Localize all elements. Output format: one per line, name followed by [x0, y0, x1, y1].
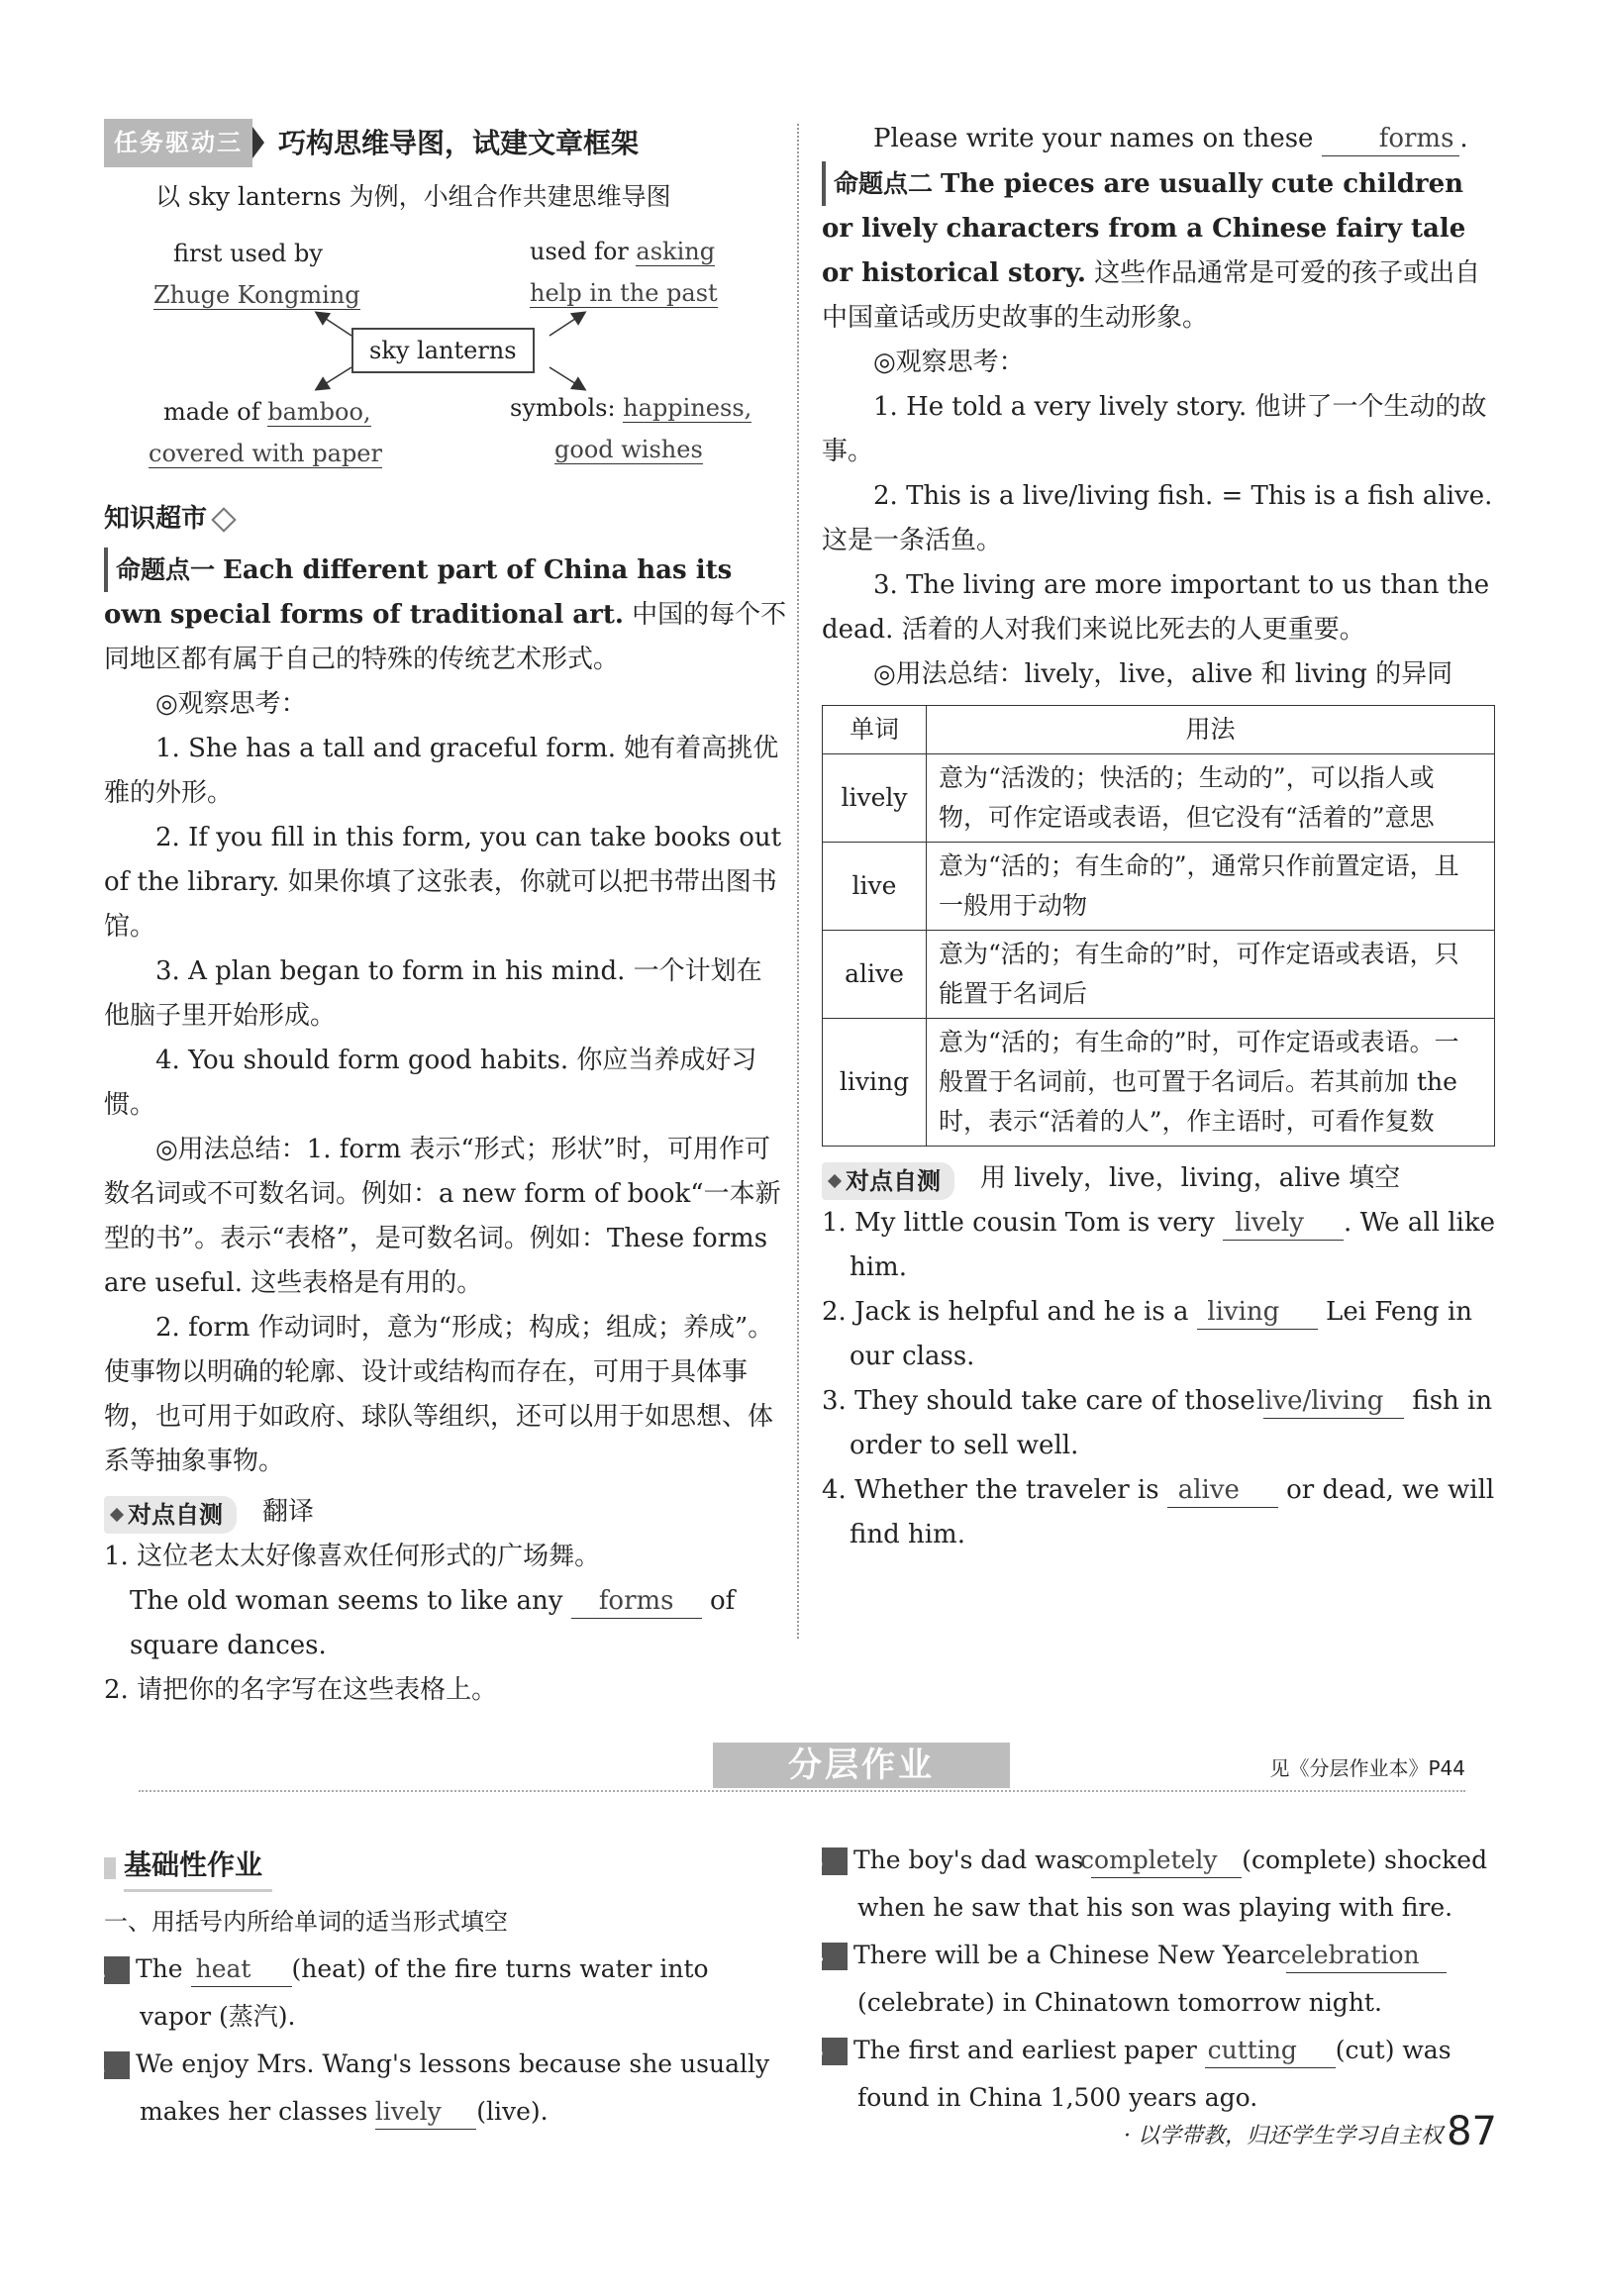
example-2: 2. This is a live/living fish. = This is a fish alive. 这是一条活鱼。 — [822, 481, 1493, 555]
usage-summary-1: ◎用法总结：1. form 表示“形式；形状”时，可用作可数名词或不可数名词。例如：a new form of book“一本新型的书”。表示“表格”，是可数名词。例如：These forms are useful. 这些表格是有用的。 — [104, 1135, 781, 1298]
usage-title: ◎用法总结：lively，live，alive 和 living 的异同 — [873, 659, 1453, 689]
example-1: 1. She has a tall and graceful form. 她有着高挑优雅的外形。 — [104, 734, 779, 808]
homework-item-2: 2 We enjoy Mrs. Wang's lessons because she usually makes her classes lively (live). — [104, 2041, 787, 2136]
answer-blank: lively — [375, 2095, 476, 2130]
mm-center-node: sky lanterns — [351, 328, 535, 373]
mm-made-of-value: covered with paper — [149, 440, 382, 467]
divider — [139, 1790, 1465, 1792]
banner-title: 分层作业 — [713, 1743, 1010, 1788]
fill-question-1: 1. My little cousin Tom is very lively . We all like him. — [822, 1208, 1495, 1282]
point1-label: 命题点一 — [104, 548, 215, 592]
column-divider — [797, 124, 799, 1639]
mm-first-used-label: first used by — [173, 240, 323, 267]
homework-item-3: 3 The boy's dad was completely (complete) shocked when he saw that his son was playing with fire. — [810, 1846, 1488, 1922]
point2-sentence: 命题点二 The pieces are usually cute children or lively characters from a Chinese fairy tale or historical story. 这些作品通常是可爱的孩子或出自中国童话或历史故事的生动形象。 — [822, 161, 1495, 341]
question-1-en: The old woman seems to like any forms of square dances. — [130, 1586, 736, 1660]
table-row: live 意为“活的；有生命的”，通常只作前置定语，且一般用于动物 — [823, 843, 1495, 931]
homework-left — [92, 1842, 787, 2136]
answer-blank: celebration — [1286, 1939, 1447, 1973]
point1-sentence: 命题点一 Each different part of China has its own special forms of traditional art. 中国的每个不同地区都有属于自己的特殊的传统艺术形式。 — [104, 548, 787, 682]
table-row: alive 意为“活的；有生命的”时，可作定语或表语，只能置于名词后 — [823, 931, 1495, 1019]
task-title: 巧构思维导图，试建文章框架 — [278, 126, 640, 159]
diamond-icon — [211, 507, 236, 532]
fill-question-4: 4. Whether the traveler is alive or dead, we will find him. — [822, 1475, 1495, 1549]
arrow-icon — [252, 127, 264, 158]
table-row: lively 意为“活泼的；快活的；生动的”，可以指人或物，可作定语或表语，但它没有“活着的”意思 — [823, 754, 1495, 843]
answer-blank: live/living — [1263, 1384, 1404, 1419]
check-badge: 对点自测 — [822, 1162, 954, 1200]
banner-reference: 见《分层作业本》P44 — [1269, 1756, 1465, 1780]
fill-question-3: 3. They should take care of those live/living fish in order to sell well. — [822, 1386, 1493, 1460]
homework-right — [810, 1837, 1495, 2122]
homework-title: 基础性作业 — [124, 1842, 272, 1892]
mm-used-for-value: help in the past — [530, 279, 718, 307]
mm-symbols: symbols: happiness, — [510, 394, 752, 422]
example-3: 3. The living are more important to us than the dead. 活着的人对我们来说比死去的人更重要。 — [822, 570, 1490, 645]
answer-blank: heat — [191, 1952, 292, 1987]
table-head-usage: 用法 — [927, 706, 1495, 754]
homework-item-4: 4 There will be a Chinese New Year celebration(celebrate) in Chinatown tomorrow night. — [822, 1932, 1495, 2027]
answer-blank: forms — [571, 1584, 702, 1619]
task-badge: 任务驱动三 — [104, 119, 252, 167]
homework-banner — [139, 1743, 1465, 1792]
check-badge: 对点自测 — [104, 1496, 237, 1534]
knowledge-title: 知识超市 — [104, 497, 787, 542]
question-2-en: Please write your names on these forms . — [822, 117, 1495, 161]
example-2: 2. If you fill in this form, you can take books out of the library. 如果你填了这张表，你就可以把书带出图书馆。 — [104, 823, 782, 942]
answer-blank: alive — [1167, 1473, 1278, 1508]
mm-made-of: made of bamboo, — [163, 398, 371, 426]
diamond-icon — [828, 1174, 842, 1188]
fill-question-2: 2. Jack is helpful and he is a living Lei Feng in our class. — [822, 1297, 1472, 1371]
task-header — [104, 117, 787, 168]
check-header: 对点自测 翻译 — [104, 1490, 787, 1535]
homework-subtitle: 一、用括号内所给单词的适当形式填空 — [104, 1908, 508, 1936]
question-1-cn: 1. 这位老太太好像喜欢任何形式的广场舞。 — [104, 1542, 601, 1571]
answer-blank: cutting — [1205, 2034, 1336, 2068]
observe-label: ◎观察思考： — [873, 348, 1025, 377]
answer-blank: completely — [1091, 1844, 1242, 1878]
usage-summary-2: 2. form 作动词时，意为“形成；构成；组成；养成”。使事物以明确的轮廓、设计或结构而存在，可用于具体事物，也可用于如政府、球队等组织，还可以用于如思想、体系等抽象事物。 — [104, 1313, 774, 1476]
mm-used-for: used for asking — [530, 238, 716, 265]
answer-blank: forms — [1322, 122, 1460, 156]
homework-item-1: 1 The heat (heat) of the fire turns water into vapor (蒸汽). — [92, 1954, 709, 2031]
example-3: 3. A plan began to form in his mind. 一个计划在他脑子里开始形成。 — [104, 956, 762, 1031]
homework-item-5: 5 The first and earliest paper cutting (cut) was found in China 1,500 years ago. — [810, 2036, 1451, 2112]
left-column — [104, 117, 787, 1713]
arrow-icon — [104, 1857, 116, 1879]
table-head-word: 单词 — [823, 706, 927, 754]
point2-label: 命题点二 — [822, 161, 933, 206]
page-number: 87 — [1447, 2109, 1497, 2154]
example-1: 1. He told a very lively story. 他讲了一个生动的故事。 — [822, 392, 1487, 466]
table-row: living 意为“活的；有生命的”时，可作定语或表语。一般置于名词前，也可置于名词后。若其前加 the 时，表示“活着的人”，作主语时，可看作复数 — [823, 1019, 1495, 1147]
mm-first-used-value: Zhuge Kongming — [153, 281, 360, 309]
answer-blank: lively — [1223, 1206, 1344, 1241]
check-header: 对点自测 用 lively，live，living，alive 填空 — [822, 1156, 1495, 1201]
observe-label: ◎观察思考： — [155, 689, 307, 719]
mm-symbols-value: good wishes — [554, 436, 703, 463]
table-header — [823, 706, 1495, 754]
example-4: 4. You should form good habits. 你应当养成好习惯。 — [104, 1046, 757, 1120]
question-2-cn: 2. 请把你的名字写在这些表格上。 — [104, 1675, 498, 1705]
mindmap-intro: 以 sky lanterns 为例，小组合作共建思维导图 — [155, 182, 671, 211]
usage-table — [822, 705, 1495, 1147]
footer-motto: · 以学带教，归还学生学习自主权 · — [1124, 2124, 1456, 2148]
mindmap — [104, 219, 787, 491]
right-column — [822, 117, 1495, 1557]
answer-blank: living — [1197, 1295, 1318, 1330]
diamond-icon — [110, 1508, 124, 1522]
